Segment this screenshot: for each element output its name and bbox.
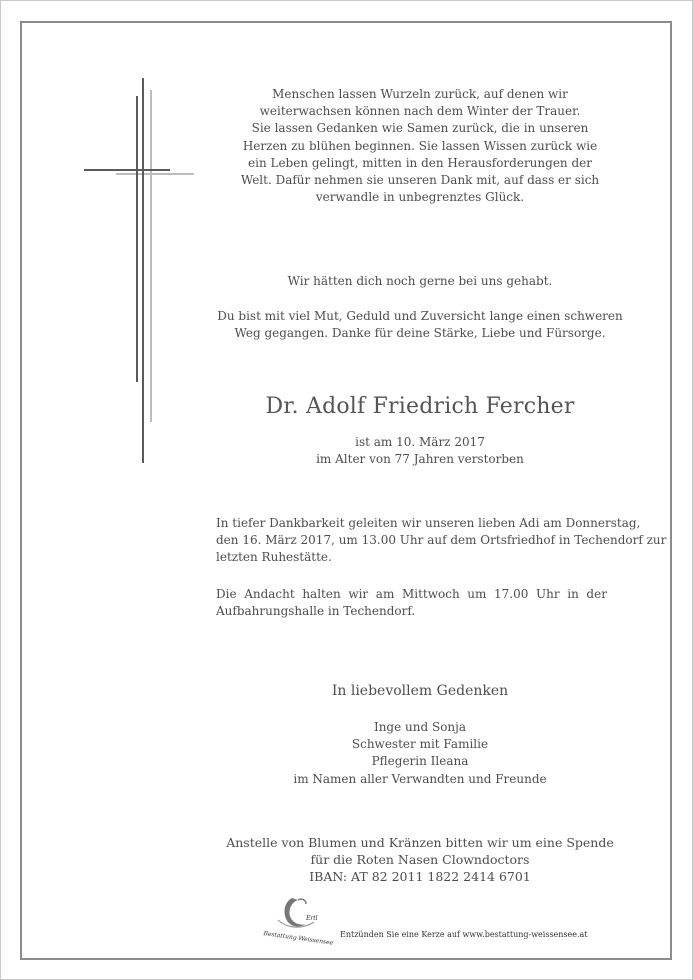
tribute-line: Du bist mit viel Mut, Geduld und Zuversicht lange einen schweren bbox=[217, 309, 623, 323]
logo-brand: Ertl bbox=[306, 915, 318, 922]
mourner-entry: Inge und Sonja bbox=[373, 720, 467, 734]
donation-line: für die Roten Nasen Clowndoctors bbox=[310, 852, 530, 867]
donation-line: Anstelle von Blumen und Kränzen bitten wir um eine Spende bbox=[226, 835, 614, 850]
mourner-entry: Pflegerin Ileana bbox=[371, 754, 469, 769]
poem-block bbox=[220, 86, 620, 206]
donation-block bbox=[210, 834, 630, 885]
poem-line: weiterwachsen können nach dem Winter der Trauer. bbox=[259, 104, 581, 119]
candle-link[interactable]: Entzünden Sie eine Kerze auf www.bestattung-weissensee.at bbox=[340, 930, 588, 939]
mourner-entry: Schwester mit Familie bbox=[351, 737, 489, 752]
poem-line: Herzen zu blühen beginnen. Sie lassen Wissen zurück wie bbox=[242, 138, 598, 153]
funeral-line: In tiefer Dankbarkeit geleiten wir unseren lieben Adi am Donnerstag, bbox=[216, 516, 641, 530]
footer bbox=[262, 890, 588, 947]
funeral-line: letzten Ruhestätte. bbox=[216, 550, 332, 565]
prayer-line: Aufbahrungshalle in Techendorf. bbox=[216, 604, 416, 619]
wish-line: Wir hätten dich noch gerne bei uns gehabt. bbox=[287, 274, 553, 288]
prayer-text bbox=[216, 586, 626, 620]
death-info bbox=[220, 434, 620, 468]
logo-caption: Bestattung Weissensee bbox=[263, 930, 334, 947]
poem-line: Menschen lassen Wurzeln zurück, auf denen wir bbox=[272, 87, 568, 101]
prayer-line: Die Andacht halten wir am Mittwoch um 17.00 Uhr in der bbox=[216, 587, 607, 601]
logo bbox=[262, 890, 336, 946]
funeral-text bbox=[216, 515, 667, 567]
funeral-line: den 16. März 2017, um 13.00 Uhr auf dem Ortsfriedhof in Techendorf zur bbox=[216, 533, 667, 548]
death-date: ist am 10. März 2017 bbox=[355, 435, 485, 449]
poem-line: Sie lassen Gedanken wie Samen zurück, die in unseren bbox=[251, 121, 589, 136]
remembrance-heading: In liebevollem Gedenken bbox=[331, 683, 509, 699]
poem-line: Welt. Dafür nehmen sie unseren Dank mit, auf dass er sich bbox=[240, 173, 600, 188]
poem-line: verwandle in unbegrenztes Glück. bbox=[315, 190, 525, 205]
tribute-line: Weg gegangen. Danke für deine Stärke, Liebe und Fürsorge. bbox=[234, 326, 606, 341]
tribute-block bbox=[210, 308, 630, 342]
donation-iban: IBAN: AT 82 2011 1822 2414 6701 bbox=[309, 869, 531, 884]
death-age: im Alter von 77 Jahren verstorben bbox=[316, 452, 524, 467]
mourner-entry: im Namen aller Verwandten und Freunde bbox=[293, 771, 547, 786]
deceased-name: Dr. Adolf Friedrich Fercher bbox=[265, 394, 575, 419]
poem-line: ein Leben gelingt, mitten in den Herausforderungen der bbox=[248, 155, 592, 170]
mourners-list bbox=[220, 719, 620, 788]
